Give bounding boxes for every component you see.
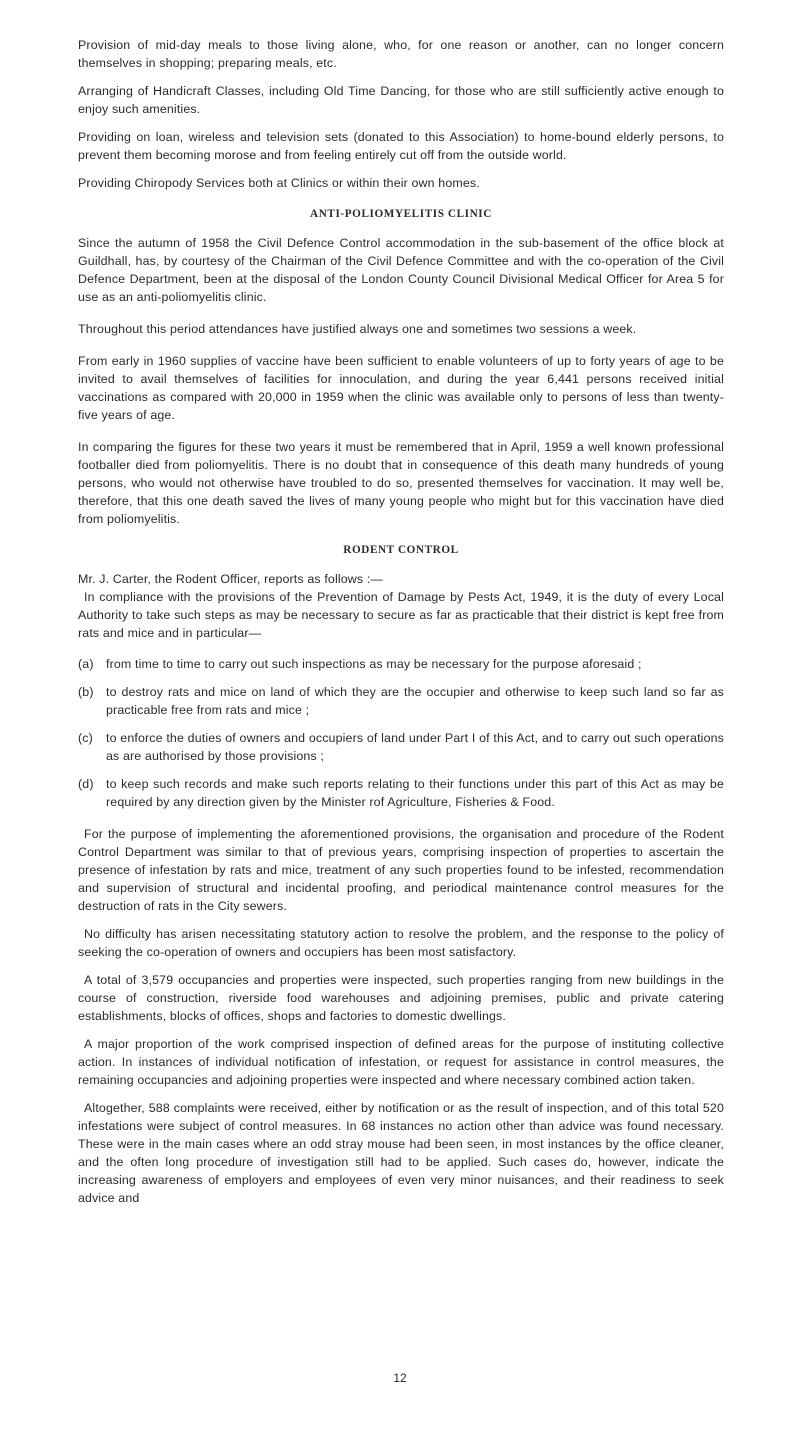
rodent-paragraph-inspections: A total of 3,579 occupancies and properties were inspected, such properties ranging from new buildings in the course of construction, riverside food warehouses and adjoining premises, public and private catering establishments, blocks of offices, shops and factories to domestic dwellings. — [78, 973, 724, 1023]
intro-paragraph-handicraft: Arranging of Handicraft Classes, including Old Time Dancing, for those who are still sufficiently active enough to enjoy such amenities. — [78, 84, 724, 116]
intro-paragraph-wireless: Providing on loan, wireless and television sets (donated to this Association) to home-bound elderly persons, to prevent them becoming morose and from feeling entirely cut off from the outside world. — [78, 130, 724, 162]
rodent-heading: RODENT CONTROL — [343, 544, 459, 556]
rodent-list-item-b — [78, 683, 724, 719]
rodent-list-item-d — [78, 775, 724, 811]
polio-paragraph-2: Throughout this period attendances have justified always one and sometimes two sessions a week. — [78, 322, 637, 336]
polio-paragraph-4: In comparing the figures for these two years it must be remembered that in April, 1959 a well known professional footballer died from poliomyelitis. There is no doubt that in consequence of this death many hundreds of young persons, who would not otherwise have troubled to do so, presented themselves for vaccination. It may well be, therefore, that this one death saved the lives of many young people who might but for this vaccination have died from poliomyelitis. — [78, 440, 724, 526]
rodent-paragraph-collective-action: A major proportion of the work comprised inspection of defined areas for the purpose of instituting collective action. In instances of individual notification of infestation, or request for assistance in control measures, the remaining occupancies and adjoining properties were inspected and where necessary combined action taken. — [78, 1037, 724, 1087]
list-text: to enforce the duties of owners and occupiers of land under Part I of this Act, and to carry out such operations as are authorised by those provisions ; — [106, 731, 724, 763]
list-marker: (d) — [78, 777, 94, 791]
polio-paragraph-3: From early in 1960 supplies of vaccine have been sufficient to enable volunteers of up to forty years of age to be invited to avail themselves of facilities for innoculation, and during the year 6,441 persons received initial vaccinations as compared with 20,000 in 1959 when the clinic was available only to persons of less than twenty-five years of age. — [78, 354, 724, 422]
rodent-paragraph-cooperation: No difficulty has arisen necessitating statutory action to resolve the problem, and the response to the policy of seeking the co-operation of owners and occupiers has been most satisfactory. — [78, 927, 724, 959]
list-text: to keep such records and make such reports relating to their functions under this part of this Act as may be required by any direction given by the Minister rof Agriculture, Fisheries & Food. — [106, 777, 724, 809]
page-number: 12 — [393, 1371, 407, 1385]
rodent-paragraph-complaints: Altogether, 588 complaints were received, either by notification or as the result of inspection, and of this total 520 infestations were subject of control measures. In 68 instances no action other than advice was found necessary. These were in the main cases where an odd stray mouse had been seen, in most instances by the office cleaner, and the often long procedure of investigation still had to be applied. Such cases do, however, indicate the increasing awareness of employers and employees of even very minor nuisances, and their readiness to seek advice and — [78, 1101, 724, 1205]
rodent-report-intro: Mr. J. Carter, the Rodent Officer, reports as follows :— — [78, 572, 383, 586]
rodent-paragraph-procedure: For the purpose of implementing the aforementioned provisions, the organisation and procedure of the Rodent Control Department was similar to that of previous years, comprising inspection of properties to ascertain the presence of infestation by rats and mice, treatment of any such properties found to be infested, recommendation and supervision of structural and incidental proofing, and periodical maintenance control measures for the destruction of rats in the City sewers. — [78, 827, 724, 913]
list-text: to destroy rats and mice on land of which they are the occupier and otherwise to keep such land so far as practicable free from rats and mice ; — [106, 685, 724, 717]
list-marker: (b) — [78, 685, 94, 699]
intro-paragraph-meals: Provision of mid-day meals to those living alone, who, for one reason or another, can no longer concern themselves in shopping; preparing meals, etc. — [78, 38, 724, 70]
rodent-list-item-a — [78, 655, 724, 673]
polio-heading: ANTI-POLIOMYELITIS CLINIC — [310, 208, 492, 220]
rodent-list-item-c — [78, 729, 724, 765]
intro-paragraph-chiropody: Providing Chiropody Services both at Clinics or within their own homes. — [78, 176, 480, 190]
list-marker: (a) — [78, 657, 94, 671]
document-page — [78, 36, 724, 1217]
list-text: from time to time to carry out such inspections as may be necessary for the purpose aforesaid ; — [106, 657, 642, 671]
list-marker: (c) — [78, 731, 93, 745]
rodent-compliance: In compliance with the provisions of the Prevention of Damage by Pests Act, 1949, it is the duty of every Local Authority to take such steps as may be necessary to secure as far as practicable that their district is kept free from rats and mice and in particular— — [78, 590, 724, 640]
polio-paragraph-1: Since the autumn of 1958 the Civil Defence Control accommodation in the sub-basement of the office block at Guildhall, has, by courtesy of the Chairman of the Civil Defence Committee and with the co-operation of the Civil Defence Department, been at the disposal of the London County Council Divisional Medical Officer for Area 5 for use as an anti-poliomyelitis clinic. — [78, 236, 724, 304]
